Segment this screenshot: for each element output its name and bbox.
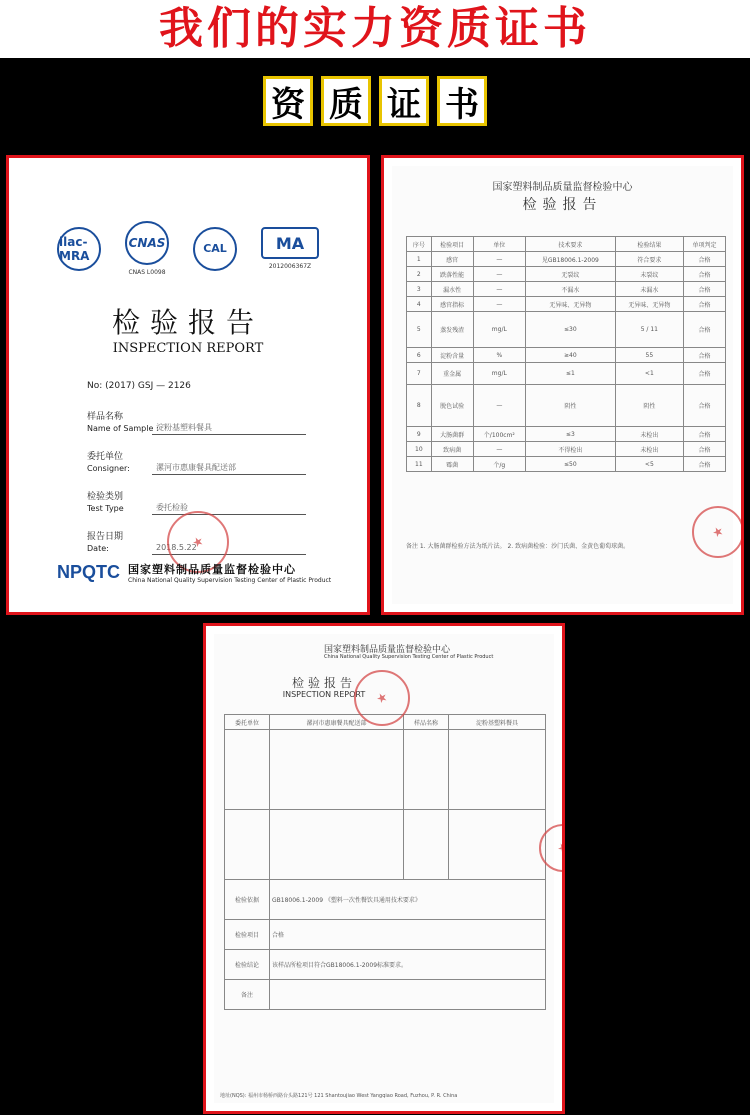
details-result: 合格	[270, 920, 546, 950]
banner-title: 我们的实力资质证书	[159, 3, 591, 54]
field-test-type: 检验类别 Test Type 委托检验	[87, 491, 124, 515]
details-conclusion: 该样品所检项目符合GB18006.1-2009标准要求。	[270, 950, 546, 980]
field-sample-name: 样品名称 Name of Sample : 淀粉基塑料餐具	[87, 411, 159, 435]
report-title: 检验报告	[111, 306, 264, 339]
results-org: 国家塑料制品质量监督检验中心	[492, 182, 633, 193]
cal-logo-text: CAL	[203, 242, 227, 255]
table-row: 6 淀粉含量 % ≥40 55 合格	[407, 348, 726, 363]
field-consigner: 委托单位 Consigner: 漯河市惠康餐具配送部	[87, 451, 130, 475]
report-number: No: (2017) GSJ — 2126	[87, 381, 191, 391]
table-row: 3 漏水性 — 不漏水 未漏水 合格	[407, 282, 726, 297]
top-banner	[0, 0, 750, 58]
table-row: 9 大肠菌群 个/100cm² ≤3 未检出 合格	[407, 427, 726, 442]
red-seal	[354, 670, 410, 726]
details-org-cn: 国家塑料制品质量监督检验中心	[324, 645, 451, 655]
table-row: 10 致病菌 — 不得检出 未检出 合格	[407, 442, 726, 457]
badge-char: 书	[437, 76, 487, 126]
details-table: 委托单位 漯河市惠康餐具配送部 样品名称 淀粉基塑料餐具 检验依据 GB18006.1-2009 《塑料一次性餐饮具通用技术要求》 检验项目 合格 检验结论 该样品所检项目符合GB18006.1-2009标准要求。 备注	[224, 714, 546, 1010]
ilac-logo	[57, 227, 101, 271]
issuer-name-cn: 国家塑料制品质量监督检验中心	[128, 563, 296, 576]
details-footer: 地址(NQS): 福州市杨桥西路台头路121号 121 Shantoujiao West Yangqiao Road, Fuzhou, P. R. China	[220, 1093, 458, 1099]
badge-char: 资	[263, 76, 313, 126]
cnas-logo	[125, 221, 169, 276]
details-title: 检验报告	[291, 676, 356, 690]
details-sample: 淀粉基塑料餐具	[449, 715, 546, 730]
details-org-en: China National Quality Supervision Testing Center of Plastic Product	[324, 654, 494, 660]
ilac-logo-text: ilac-MRA	[59, 234, 90, 263]
issuer-name-en: China National Quality Supervision Testing Center of Plastic Product	[128, 577, 332, 584]
red-seal	[692, 506, 744, 558]
certificate-details	[203, 623, 565, 1114]
results-table	[406, 236, 726, 472]
issuer-footer	[57, 561, 331, 584]
badge-char: 质	[321, 76, 371, 126]
npqtc-logo: NPQTC	[57, 562, 120, 582]
table-row: 7 重金属 mg/L ≤1 <1 合格	[407, 363, 726, 385]
badge-char: 证	[379, 76, 429, 126]
table-row: 2 跌落性能 — 无裂纹 未裂纹 合格	[407, 267, 726, 282]
cnas-logo-text: CNAS	[128, 236, 166, 250]
ma-logo	[261, 227, 319, 270]
table-row: 8 脱色试验 — 阴性 阴性 合格	[407, 385, 726, 427]
table-header-row: 序号 检验项目 单位 技术要求 检验结果 单项判定	[407, 237, 726, 252]
table-row: 1 感官 — 见GB18006.1-2009 符合要求 合格	[407, 252, 726, 267]
table-row: 5 蒸发残渣 mg/L ≤30 5 / 11 合格	[407, 312, 726, 348]
table-row: 11 霉菌 个/g ≤50 <5 合格	[407, 457, 726, 472]
certificate-section	[0, 58, 750, 1115]
results-title: 检验报告	[522, 197, 603, 213]
section-title-badges	[0, 76, 750, 126]
table-row: 4 感官指标 — 无异味、无异物 无异味、无异物 合格	[407, 297, 726, 312]
field-date: 报告日期 Date: 2018.5.22	[87, 531, 123, 555]
cnas-caption: CNAS L0098	[128, 269, 166, 276]
cal-logo	[193, 227, 237, 271]
details-standard: GB18006.1-2009 《塑料一次性餐饮具通用技术要求》	[270, 880, 546, 920]
accreditation-logos	[57, 221, 319, 276]
certificate-cover	[6, 155, 370, 615]
certificate-results	[381, 155, 744, 615]
ma-caption: 2012006367Z	[268, 263, 312, 270]
ma-logo-text: MA	[261, 227, 319, 259]
details-consigner: 漯河市惠康餐具配送部	[270, 715, 404, 730]
report-subtitle: INSPECTION REPORT	[112, 341, 264, 356]
results-note: 备注 1. 大肠菌群检验方法为纸片法。 2. 致病菌检验：沙门氏菌、金黄色葡萄球菌。	[406, 543, 630, 550]
details-subtitle: INSPECTION REPORT	[282, 690, 366, 699]
